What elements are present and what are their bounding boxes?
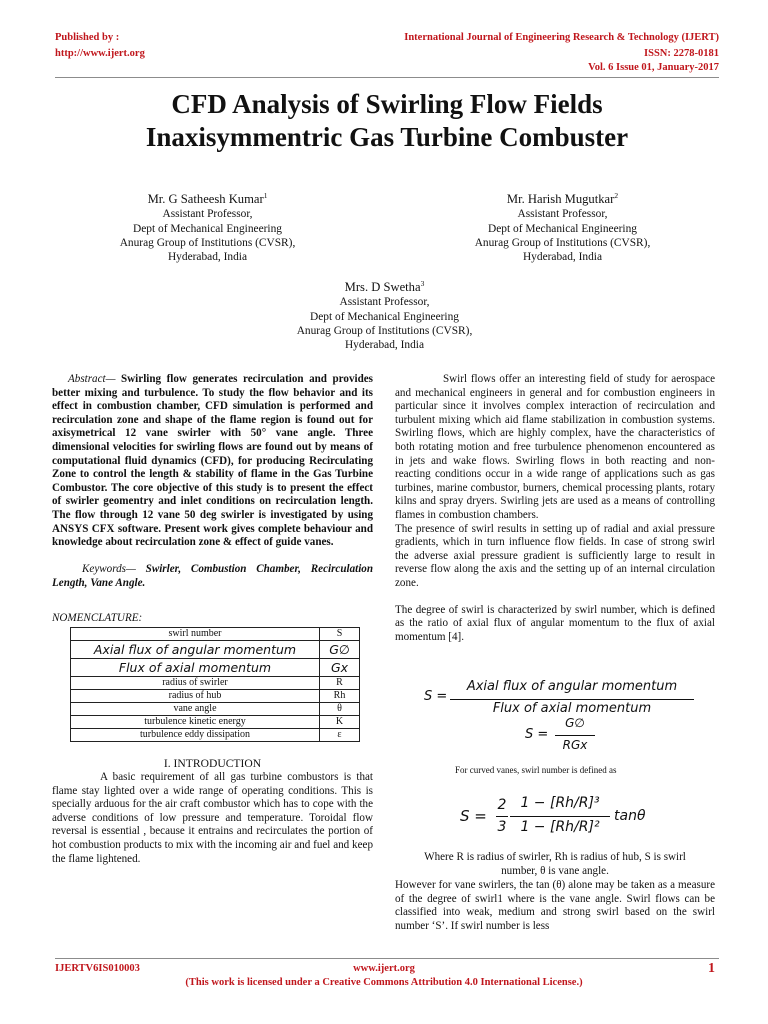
nomen-desc: swirl number [71, 628, 320, 641]
author-dept: Dept of Mechanical Engineering [310, 310, 459, 323]
eq1-numerator: Axial flux of angular momentum [466, 679, 678, 694]
keywords-text: Swirler, Combustion Chamber, Recirculation Length, Vane Angle. [52, 563, 373, 589]
nomenclature-heading: NOMENCLATURE: [52, 612, 143, 624]
eq1-fraction-bar [450, 699, 694, 700]
eq2-denominator: RGx [562, 738, 588, 752]
eq3-coef-numerator: 2 [497, 797, 507, 813]
abstract [52, 373, 373, 550]
eq3-numerator: 1 − [Rh/R]³ [520, 795, 600, 811]
author-name: Mr. Harish Mugutkar [506, 192, 615, 207]
introduction-paragraph: A basic requirement of all gas turbine combustors is that flame stay lighted over a wide range of operating conditions. This is specially arduous for the air craft combustor which has to cope with the adverse conditions of low pressure and temperature. Toroidal flow reversal is essential , because it entrains and recirculates the portion of hot combustion products to mix with the incoming air and fuel and keep the flame lightened. [52, 771, 373, 865]
table-row [71, 677, 360, 690]
author-role: Assistant Professor, [162, 208, 253, 221]
nomen-symbol: Gx [320, 659, 360, 677]
nomen-desc: vane angle [71, 703, 320, 716]
nomen-symbol: ε [320, 729, 360, 742]
paragraph: The degree of swirl is characterized by swirl number, which is defined as the ratio of axial flux of angular momentum to the flux of axial momentum [4]. [395, 603, 715, 643]
paragraph: However for vane swirlers, the tan (θ) alone may be taken as a measure of the degree of swirl1 where is the vane angle. Swirl flows can be classified into weak, medium and strong swirl based on the swirl number ‘S’. If swirl number is less [395, 879, 715, 932]
where-line-1: Where R is radius of swirler, Rh is radius of hub, S is swirl [424, 851, 686, 863]
published-by-label: Published by : [55, 32, 120, 43]
paragraph: Swirl flows offer an interesting field of study for aerospace and mechanical engineers in general and for combustion engineers in particular since it involves complex interaction of recirculation and turbulent mixing which aid flame stabilization in combustion systems. Swirling flows, which are highly complex, have the characteristics of both rotating motion and free turbulence phenomenon encountered as in jets and wake flows. Swirling flows in both reacting and non-reacting conditions occur in a wide range of applications such as gas turbines, marine combustor, burners, chemical processing plants, rotary kilns and spray dryers. Swirling jets are used as a means of controlling flames in combustion chambers. [395, 373, 715, 521]
right-column-text [395, 373, 715, 644]
author-city: Hyderabad, India [522, 251, 603, 264]
table-row [71, 703, 360, 716]
author-block-2 [455, 188, 670, 265]
nomen-symbol: θ [320, 703, 360, 716]
author-name: Mr. G Satheesh Kumar [147, 192, 264, 207]
page-number: 1 [708, 961, 715, 976]
author-role: Assistant Professor, [517, 208, 608, 221]
header-rule [55, 77, 719, 78]
paper-title [55, 88, 719, 154]
eq3-tan: tanθ [614, 808, 646, 824]
footer-url-link[interactable]: www.ijert.org [353, 963, 415, 974]
table-row [71, 641, 360, 659]
author-role: Assistant Professor, [339, 296, 430, 309]
keywords-label: Keywords— [82, 563, 136, 575]
author-sup: 2 [614, 191, 619, 200]
paper-id: IJERTV6IS010003 [55, 963, 140, 974]
eq2-fraction-bar [555, 735, 595, 736]
table-row [71, 659, 360, 677]
nomen-desc: radius of swirler [71, 677, 320, 690]
title-line-2: Inaxisymmentric Gas Turbine Combuster [145, 122, 629, 152]
paragraph: The presence of swirl results in setting up of radial and axial pressure gradients, which in turn influence flow fields. In case of strong swirl the adverse axial pressure gradient is sufficiently large to result in reverse flow along the axis and the setting up of an internal circulation zone. [395, 522, 715, 589]
author-institution: Anurag Group of Institutions (CVSR), [296, 325, 473, 337]
nomen-desc: turbulence kinetic energy [71, 716, 320, 729]
eq3-coef-denominator: 3 [497, 819, 507, 835]
author-city: Hyderabad, India [167, 251, 248, 264]
nomen-symbol: G∅ [320, 641, 360, 659]
author-dept: Dept of Mechanical Engineering [133, 222, 282, 235]
author-institution: Anurag Group of Institutions (CVSR), [474, 237, 651, 249]
table-row [71, 690, 360, 703]
nomenclature-table [70, 627, 360, 742]
title-line-1: CFD Analysis of Swirling Flow Fields [171, 89, 603, 119]
author-dept: Dept of Mechanical Engineering [488, 222, 637, 235]
nomen-symbol: K [320, 716, 360, 729]
author-name: Mrs. D Swetha [344, 280, 421, 295]
eq1-lhs: S = [424, 689, 448, 704]
author-institution: Anurag Group of Institutions (CVSR), [119, 237, 296, 249]
eq3-lhs: S = [460, 807, 487, 825]
eq2-lhs: S = [525, 727, 549, 742]
eq1-denominator: Flux of axial momentum [492, 701, 652, 716]
keywords [52, 563, 373, 590]
table-row [71, 716, 360, 729]
nomen-desc: Flux of axial momentum [71, 659, 320, 677]
eq3-coef-bar [496, 816, 508, 817]
author-sup: 1 [263, 191, 268, 200]
where-line-2: number, θ is vane angle. [501, 865, 609, 877]
nomen-symbol: S [320, 628, 360, 641]
journal-name: International Journal of Engineering Research & Technology (IJERT) [404, 32, 719, 43]
introduction-heading: I. INTRODUCTION [163, 757, 262, 770]
issn-label: ISSN: 2278-0181 [644, 48, 719, 59]
eq3-denominator: 1 − [Rh/R]² [520, 819, 600, 835]
introduction-text [52, 771, 373, 866]
author-block-3 [277, 276, 492, 353]
abstract-label: Abstract— [68, 373, 116, 385]
publisher-url-link[interactable]: http://www.ijert.org [55, 48, 145, 59]
table-row [71, 628, 360, 641]
nomen-desc: Axial flux of angular momentum [71, 641, 320, 659]
eq2-numerator: G∅ [565, 716, 585, 730]
right-column-final [395, 879, 715, 933]
author-city: Hyderabad, India [344, 339, 425, 352]
author-block-1 [100, 188, 315, 265]
table-row [71, 729, 360, 742]
footer-rule [55, 958, 719, 959]
nomen-symbol: Rh [320, 690, 360, 703]
author-sup: 3 [420, 279, 425, 288]
license-note: (This work is licensed under a Creative Commons Attribution 4.0 International License.) [185, 977, 583, 988]
eq3-fraction-bar [510, 816, 610, 817]
nomen-desc: turbulence eddy dissipation [71, 729, 320, 742]
nomen-symbol: R [320, 677, 360, 690]
curved-vane-note: For curved vanes, swirl number is defined as [455, 765, 617, 775]
volume-label: Vol. 6 Issue 01, January-2017 [588, 62, 719, 73]
abstract-text: Swirling flow generates recirculation and provides better mixing and turbulence. To study the flow behavior and its effect in combustion chamber, CFD simulation is performed and recirculation zone and shape of the flame region is found out for axisymetrical 12 vane swirler with 50° vane angle. Three dimensional velocities for swirling flows are found out by means of computational fluid dynamics (CFD), for producing Recirculating Zone to control the length & stability of flame in the Gas Turbine Combustor. The core objective of this study is to present the effect of swirler geomentry and inlet conditions on recirculation length. The flow through 12 vane 50 deg swirler is investigated by using ANSYS CFX software. Present work gives complete behaviour and knowledge about recirculation zone & effect of guide vanes. [52, 373, 373, 549]
nomen-desc: radius of hub [71, 690, 320, 703]
